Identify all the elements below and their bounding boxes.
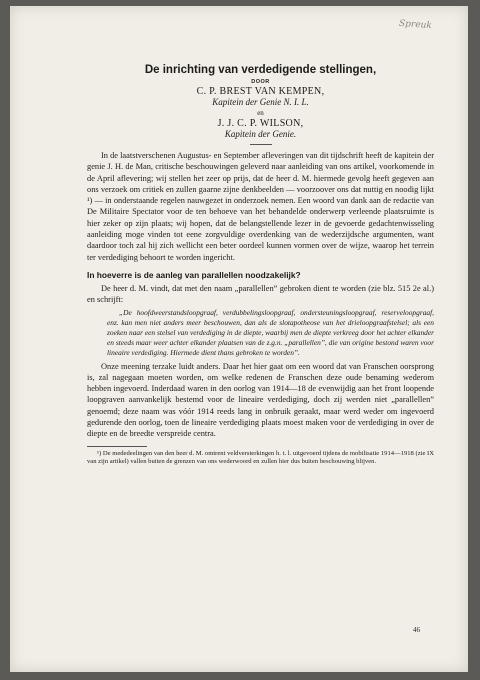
title-divider [250,144,272,145]
handwritten-annotation: Spreuk [398,18,433,32]
author-2-rank: Kapitein der Genie. [224,129,297,139]
footnote-divider [87,446,147,447]
section-intro: De heer d. M. vindt, dat met den naam „parallellen” gebroken dient te worden (zie blz. 515 2e al.) en schrijft: [87,283,434,305]
article-title: De inrichting van verdedigende stellingen, [144,64,377,76]
footnote: ¹) De mededeelingen van den heer d. M. omtrent veldversterkingen h. t. l. uitgevoerd tijdens de mobilisatie 1914—1918 (zie IX van zijn artikel) vallen buiten de grenzen van ons wederwoord en zullen hier dus buiten beschouwing blijven. [87,449,434,466]
author-2: J. J. C. P. WILSON, [217,118,304,129]
section-heading: In hoeverre is de aanleg van parallellen noodzakelijk? [87,269,301,280]
article-body [87,64,434,467]
block-quote: „De hoofdweerstandsloopgraaf, verdubbelingsloopgraaf, ondersteuningsloopgraaf, reserveloopgraaf, enz. kan men niet anders meer beschouwen, dan als de slotapotheose van het drieloopgraafstelsel; als een zoeken naar een stelsel van verdediging in de diepte, waarbij men de diepte verkreeg door het achter elkander en steeds maar weer achter elkander plaatsen van de z.g.n. „parallellen”, die van origine bestond waren voor lineaire verdediging. Hiermede dient thans gebroken te worden”. [107,307,434,358]
author-conjunction: en [257,109,264,117]
document-page [10,6,468,672]
section-body: Onze meening terzake luidt anders. Daar het hier gaat om een woord dat van Franschen oorsprong is, zal nagegaan moeten worden, om welke redenen de Franschen deze oude benaming wederom hebben ingevoerd. Inderdaad waren in den oorlog van 1914—18 de evenwijdig aan het front loopende loopgraven aanvankelijk bestemd voor de lineaire verdediging, doch zij werden niet „parallellen” genoemd; deze naam was vóór 1914 reeds lang in onbruik geraakt, maar werd weder om ingevoerd gedurende den oorlog, toen de lineaire verdediging plaats moest maken voor de verdediging in over de diepte en de breedte verspreide centra. [87,361,434,439]
intro-paragraph: In de laatstverschenen Augustus- en September afleveringen van dit tijdschrift heeft de kapitein der genie J. H. de Man, critische beschouwingen geleverd naar aanleiding van ons artikel, voorkomende in de April aflevering; wij stellen het zeer op prijs, dat de heer d. M. hiermede gevolg heeft gegeven aan ons verzoek om critiek en zullen gaarne zijne denkbeelden — voorzoover ons dat nuttig en noodig lijkt ¹) — in onderstaande regelen nauwgezet in onderzoek nemen. Een woord van dank aan de redactie van De Militaire Spectator voor de ten behoeve van het behandelde onderwerp verleende plaatsruimte is hier zeker op zijn plaats; wij hopen, dat de belangstellende lezer in de gevoerde gedachtenwisseling aanleiding moge vinden tot eene zorgvuldige overdenking van de wederzijdsche argumenten, want daardoor toch zal hij zich wellicht een beter oordeel kunnen vormen over de wijze, waarop het terrein ter verdediging behoort te worden ingericht. [87,151,434,262]
byline-label: DOOR [251,79,270,85]
author-1-rank: Kapitein der Genie N. I. L. [212,97,309,107]
page-number: 46 [413,626,420,634]
author-1: C. P. BREST VAN KEMPEN, [196,86,325,97]
